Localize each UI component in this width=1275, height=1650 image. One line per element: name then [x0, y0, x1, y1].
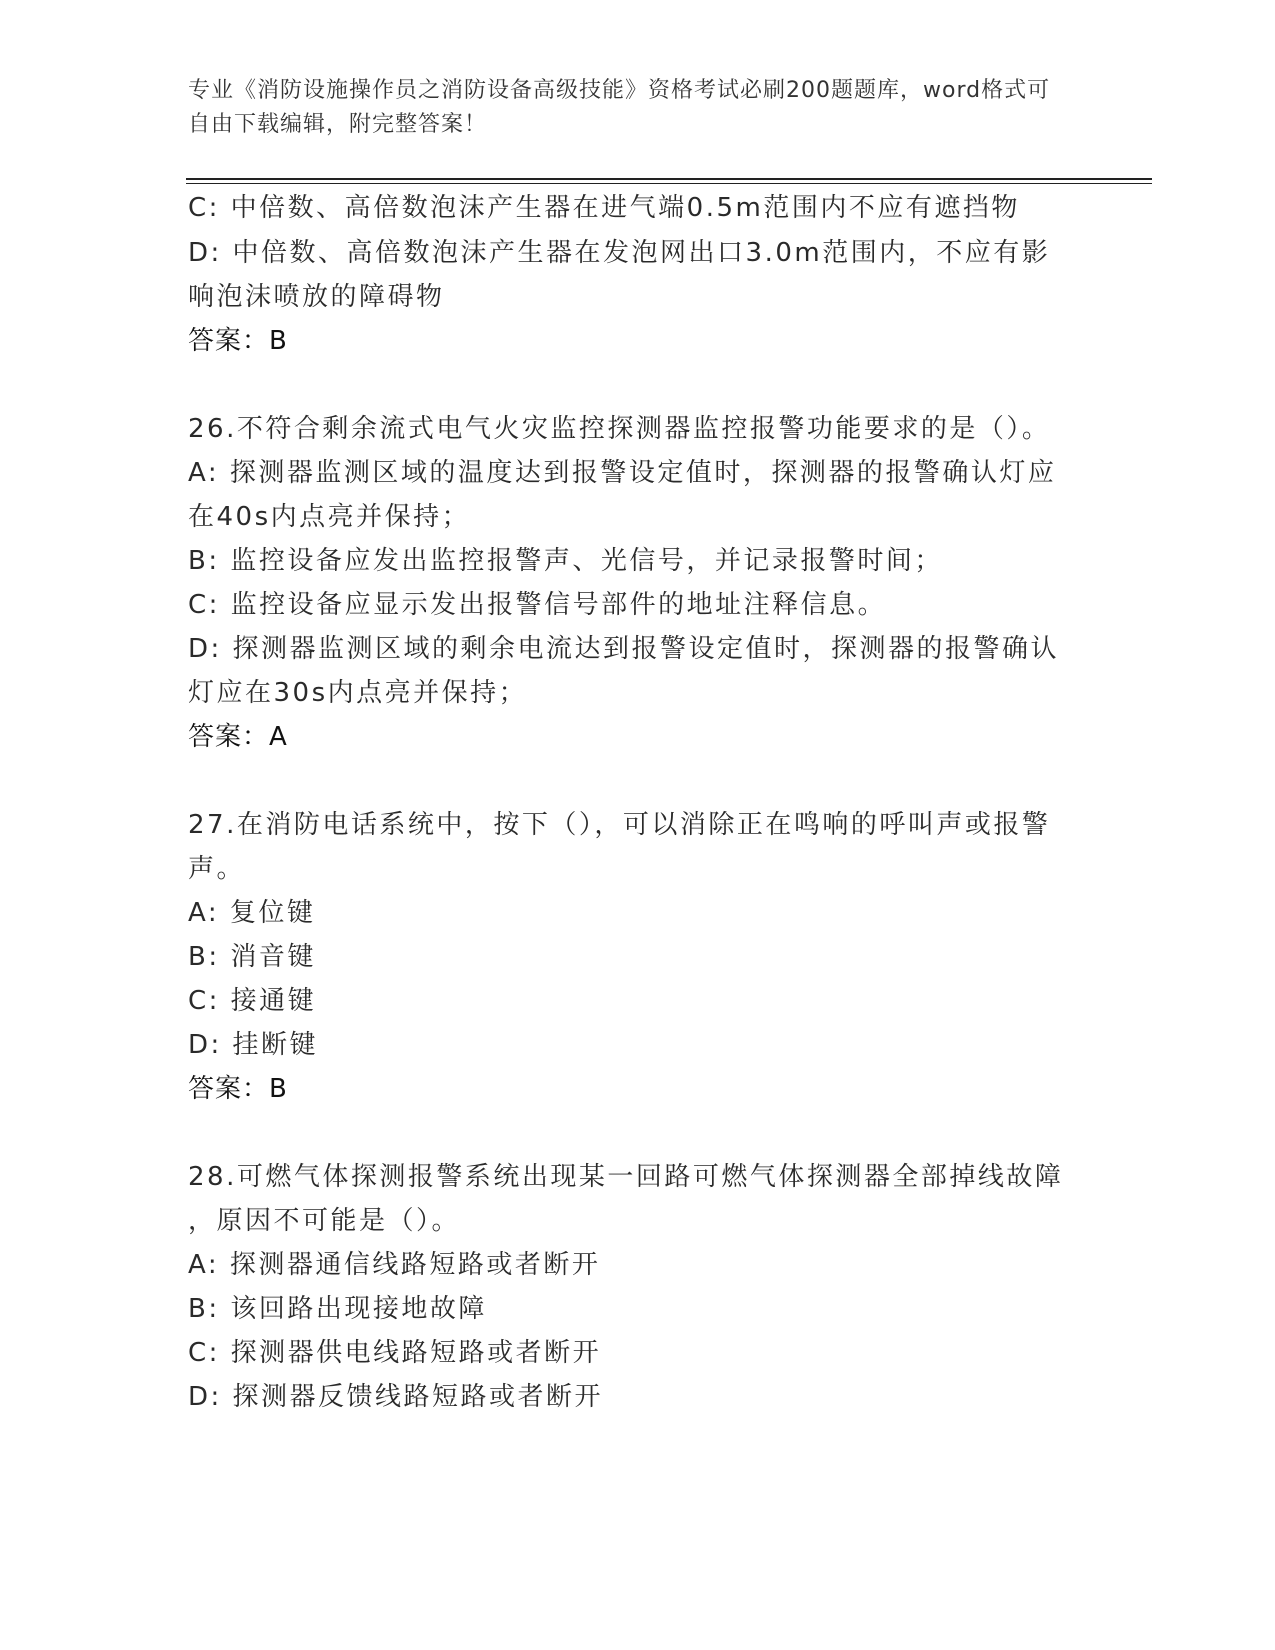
- q26-option-a-line2: 在40s内点亮并保持；: [188, 502, 471, 532]
- header-divider-thin: [186, 183, 1152, 184]
- q26-option-b: B: 监控设备应发出监控报警声、光信号，并记录报警时间；: [188, 546, 943, 576]
- q28-option-a: A: 探测器通信线路短路或者断开: [188, 1250, 601, 1280]
- q27-option-a: A: 复位键: [188, 898, 316, 928]
- q28-question-line2: ，原因不可能是（）。: [188, 1206, 461, 1236]
- document-header: 专业《消防设施操作员之消防设备高级技能》资格考试必刷200题题库，word格式可自由下载编辑，附完整答案！: [188, 78, 1051, 137]
- q28-question-line1: 28.可燃气体探测报警系统出现某一回路可燃气体探测器全部掉线故障: [188, 1162, 1064, 1192]
- q27-option-b: B: 消音键: [188, 942, 316, 972]
- q27-question-line1: 27.在消防电话系统中，按下（），可以消除正在鸣响的呼叫声或报警: [188, 810, 1051, 840]
- q25-option-c: C: 中倍数、高倍数泡沫产生器在进气端0.5m范围内不应有遮挡物: [188, 193, 1020, 223]
- header-divider-thick: [186, 178, 1152, 180]
- q26-option-c: C: 监控设备应显示发出报警信号部件的地址注释信息。: [188, 590, 887, 620]
- q27-question-line2: 声。: [188, 854, 246, 884]
- q28-option-c: C: 探测器供电线路短路或者断开: [188, 1338, 602, 1368]
- q25-option-d-line1: D: 中倍数、高倍数泡沫产生器在发泡网出口3.0m范围内，不应有影: [188, 238, 1051, 268]
- q27-option-c: C: 接通键: [188, 986, 317, 1016]
- q26-question: 26.不符合剩余流式电气火灾监控探测器监控报警功能要求的是（）。: [188, 414, 1051, 444]
- q26-option-d-line1: D: 探测器监测区域的剩余电流达到报警设定值时，探测器的报警确认: [188, 634, 1060, 664]
- q27-option-d: D: 挂断键: [188, 1030, 319, 1060]
- q26-option-d-line2: 灯应在30s内点亮并保持；: [188, 678, 528, 708]
- q26-option-a-line1: A: 探测器监测区域的温度达到报警设定值时，探测器的报警确认灯应: [188, 458, 1057, 488]
- q25-option-d-line2: 响泡沫喷放的障碍物: [188, 282, 445, 312]
- q25-answer: 答案：B: [188, 326, 288, 356]
- q28-option-d: D: 探测器反馈线路短路或者断开: [188, 1382, 604, 1412]
- q26-answer: 答案：A: [188, 722, 288, 752]
- q28-option-b: B: 该回路出现接地故障: [188, 1294, 487, 1324]
- q27-answer: 答案：B: [188, 1074, 288, 1104]
